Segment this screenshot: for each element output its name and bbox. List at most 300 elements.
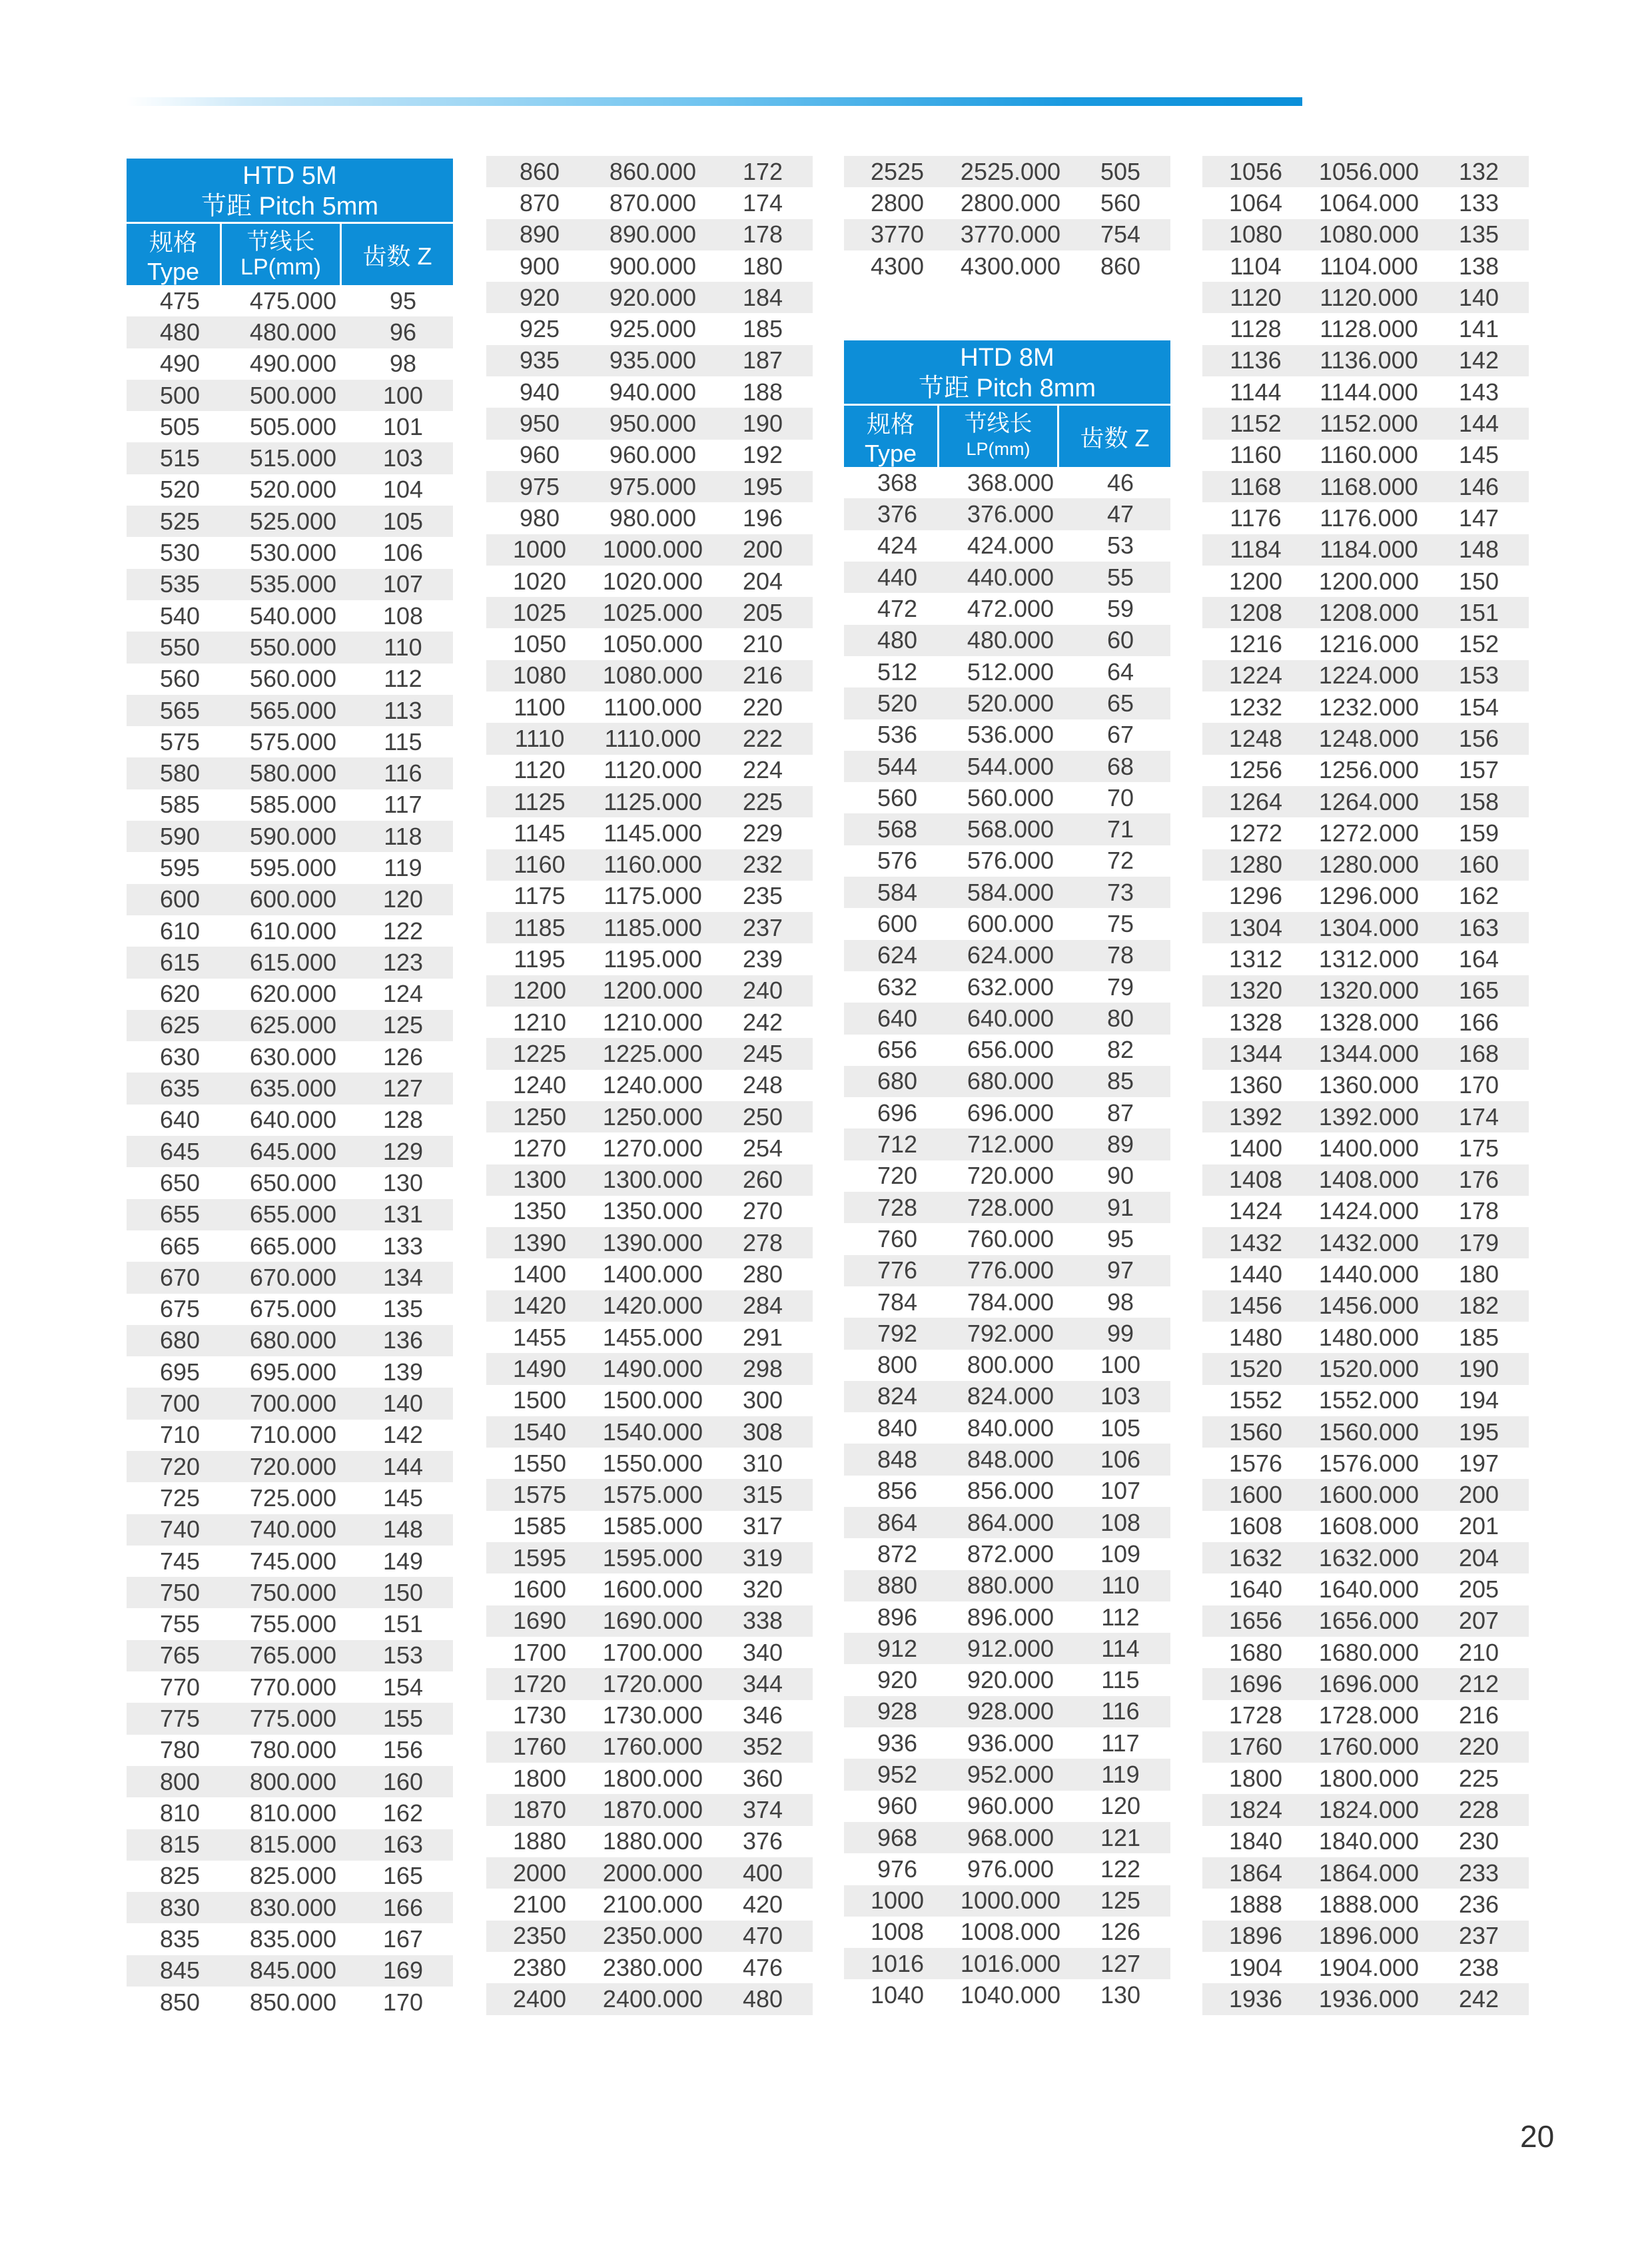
table-row <box>127 1514 453 1546</box>
table-row <box>844 1727 1170 1759</box>
cell-type: 1224 <box>1228 662 1283 689</box>
cell-teeth: 98 <box>1106 1288 1134 1316</box>
cell-type: 584 <box>877 878 918 906</box>
cell-pitch-length: 960.000 <box>967 1792 1054 1820</box>
cell-teeth: 70 <box>1106 783 1134 811</box>
cell-pitch-length: 1800.000 <box>602 1764 703 1792</box>
cell-type: 824 <box>877 1382 918 1410</box>
cell-pitch-length: 475.000 <box>249 286 337 314</box>
cell-teeth: 120 <box>382 885 424 913</box>
cell-teeth: 166 <box>382 1893 424 1921</box>
cell-teeth: 128 <box>382 1106 424 1134</box>
table-row <box>127 569 453 600</box>
table-row <box>1202 1353 1529 1384</box>
cell-teeth: 153 <box>382 1641 424 1669</box>
cell-type: 1640 <box>1228 1575 1283 1603</box>
cell-teeth: 143 <box>1458 378 1499 406</box>
table-row <box>486 440 813 471</box>
table-row <box>486 534 813 566</box>
cell-pitch-length: 1760.000 <box>1318 1733 1420 1761</box>
cell-pitch-length: 1312.000 <box>1318 945 1420 973</box>
cell-type: 480 <box>159 318 201 346</box>
table-row <box>844 845 1170 877</box>
cell-pitch-length: 936.000 <box>967 1729 1054 1757</box>
cell-type: 976 <box>877 1855 918 1883</box>
cell-pitch-length: 1576.000 <box>1318 1449 1420 1477</box>
cell-type: 712 <box>877 1130 918 1158</box>
cell-teeth: 310 <box>742 1449 783 1477</box>
cell-pitch-length: 1640.000 <box>1318 1575 1420 1603</box>
cell-type: 710 <box>159 1421 201 1449</box>
cell-teeth: 117 <box>1101 1729 1140 1757</box>
cell-pitch-length: 1120.000 <box>1320 283 1418 311</box>
cell-pitch-length: 1420.000 <box>602 1292 703 1320</box>
cell-teeth: 117 <box>384 791 422 819</box>
cell-pitch-length: 1216.000 <box>1318 630 1420 658</box>
table-row <box>127 380 453 411</box>
table-row <box>486 817 813 849</box>
cell-teeth: 480 <box>742 1985 783 2013</box>
table-row <box>844 1192 1170 1223</box>
cell-type: 780 <box>159 1736 201 1764</box>
cell-teeth: 125 <box>382 1011 424 1039</box>
cell-teeth: 98 <box>389 350 417 378</box>
cell-pitch-length: 1100.000 <box>604 693 702 721</box>
table-row <box>127 1356 453 1388</box>
cell-type: 1344 <box>1228 1039 1283 1067</box>
cell-type: 890 <box>519 221 560 248</box>
cell-teeth: 178 <box>742 221 783 248</box>
cell-type: 560 <box>877 783 918 811</box>
cell-pitch-length: 480.000 <box>967 626 1054 654</box>
cell-type: 3770 <box>870 221 925 248</box>
cell-type: 1145 <box>514 819 566 847</box>
cell-teeth: 71 <box>1106 815 1134 843</box>
table-row <box>486 282 813 313</box>
cell-type: 1100 <box>514 693 566 721</box>
cell-teeth: 229 <box>742 819 783 847</box>
table-row <box>486 1038 813 1069</box>
cell-pitch-length: 1408.000 <box>1318 1166 1420 1194</box>
cell-type: 1870 <box>512 1796 567 1824</box>
cell-teeth: 132 <box>1458 157 1499 185</box>
cell-teeth: 225 <box>742 787 783 815</box>
cell-teeth: 107 <box>1100 1477 1141 1505</box>
cell-teeth: 163 <box>1458 913 1499 941</box>
cell-type: 1480 <box>1228 1323 1283 1351</box>
cell-type: 1420 <box>512 1292 567 1320</box>
cell-teeth: 65 <box>1106 689 1134 717</box>
cell-teeth: 184 <box>742 283 783 311</box>
cell-pitch-length: 950.000 <box>609 410 697 438</box>
table-row <box>1202 817 1529 849</box>
cell-teeth: 168 <box>1458 1039 1499 1067</box>
cell-pitch-length: 1136.000 <box>1320 346 1418 374</box>
cell-type: 835 <box>159 1925 201 1953</box>
cell-teeth: 248 <box>742 1071 783 1099</box>
table-row <box>1202 849 1529 881</box>
cell-pitch-length: 845.000 <box>249 1957 337 1985</box>
cell-teeth: 115 <box>1101 1666 1140 1694</box>
table-row <box>486 1353 813 1384</box>
table-row <box>1202 1385 1529 1416</box>
cell-pitch-length: 720.000 <box>967 1162 1054 1190</box>
table-row <box>1202 1794 1529 1825</box>
cell-type: 1440 <box>1228 1260 1283 1288</box>
cell-teeth: 344 <box>742 1669 783 1697</box>
cell-teeth: 170 <box>1458 1071 1499 1099</box>
cell-teeth: 476 <box>742 1953 783 1981</box>
cell-type: 1392 <box>1228 1103 1283 1130</box>
cell-type: 1160 <box>1230 441 1282 469</box>
table-subtitle: 节距 Pitch 8mm <box>918 374 1096 403</box>
cell-type: 700 <box>159 1390 201 1418</box>
cell-pitch-length: 696.000 <box>967 1099 1054 1126</box>
cell-teeth: 53 <box>1106 532 1134 560</box>
cell-pitch-length: 595.000 <box>249 853 337 881</box>
cell-type: 1880 <box>512 1827 567 1855</box>
cell-type: 1160 <box>514 851 566 879</box>
cell-teeth: 148 <box>1458 536 1499 564</box>
page-number: 20 <box>1520 2119 1555 2154</box>
table-row <box>1202 471 1529 502</box>
table-row <box>127 1388 453 1419</box>
table-row <box>486 597 813 628</box>
cell-teeth: 133 <box>1458 189 1499 217</box>
table-row <box>1202 313 1529 344</box>
table-row <box>127 757 453 789</box>
table-row <box>486 1196 813 1227</box>
cell-pitch-length: 1128.000 <box>1320 315 1418 343</box>
cell-type: 1025 <box>512 598 567 626</box>
table-row <box>844 1853 1170 1885</box>
cell-teeth: 120 <box>1100 1792 1141 1820</box>
table-row <box>127 600 453 632</box>
cell-type: 1760 <box>1228 1733 1283 1761</box>
table-row <box>127 1640 453 1671</box>
cell-pitch-length: 530.000 <box>249 539 337 567</box>
cell-pitch-length: 835.000 <box>249 1925 337 1953</box>
table-row <box>1202 1070 1529 1101</box>
cell-type: 1800 <box>1228 1764 1283 1792</box>
cell-type: 1008 <box>870 1918 925 1946</box>
table-row <box>844 219 1170 250</box>
cell-teeth: 237 <box>742 913 783 941</box>
table-row <box>127 1671 453 1703</box>
cell-teeth: 220 <box>1458 1733 1499 1761</box>
cell-teeth: 100 <box>382 381 424 409</box>
cell-type: 1264 <box>1228 787 1283 815</box>
cell-type: 1120 <box>514 756 566 784</box>
table-row <box>844 1696 1170 1727</box>
cell-type: 1168 <box>1230 472 1282 500</box>
cell-type: 1175 <box>514 882 566 910</box>
cell-teeth: 200 <box>1458 1481 1499 1509</box>
cell-teeth: 237 <box>1458 1922 1499 1950</box>
cell-pitch-length: 610.000 <box>249 917 337 945</box>
table-header-htd8m <box>844 340 1170 467</box>
cell-pitch-length: 640.000 <box>967 1004 1054 1032</box>
cell-teeth: 185 <box>742 315 783 343</box>
table-row <box>486 1132 813 1164</box>
cell-type: 655 <box>159 1200 201 1228</box>
cell-pitch-length: 1064.000 <box>1318 189 1420 217</box>
cell-type: 960 <box>877 1792 918 1820</box>
cell-type: 830 <box>159 1893 201 1921</box>
cell-pitch-length: 1110.000 <box>604 724 701 752</box>
cell-teeth: 420 <box>742 1890 783 1918</box>
table-row <box>844 656 1170 687</box>
cell-type: 1064 <box>1228 189 1283 217</box>
table-row <box>844 1160 1170 1192</box>
cell-type: 1400 <box>512 1260 567 1288</box>
table-row <box>844 1601 1170 1633</box>
cell-type: 632 <box>877 973 918 1001</box>
table-row <box>1202 1921 1529 1952</box>
cell-type: 515 <box>159 444 201 472</box>
table-row <box>486 975 813 1007</box>
cell-type: 1700 <box>512 1638 567 1666</box>
cell-teeth: 126 <box>382 1043 424 1071</box>
cell-teeth: 254 <box>742 1134 783 1162</box>
table-row <box>844 562 1170 593</box>
cell-teeth: 147 <box>1458 504 1499 532</box>
cell-pitch-length: 1240.000 <box>602 1071 703 1099</box>
cell-type: 2800 <box>870 189 925 217</box>
col-header-teeth: 齿数 Z <box>1080 424 1150 452</box>
cell-type: 1840 <box>1228 1827 1283 1855</box>
table-row <box>486 755 813 786</box>
table-row <box>1202 881 1529 912</box>
cell-teeth: 134 <box>382 1263 424 1291</box>
table-row <box>844 156 1170 187</box>
cell-pitch-length: 700.000 <box>249 1390 337 1418</box>
cell-pitch-length: 856.000 <box>967 1477 1054 1505</box>
cell-type: 540 <box>159 602 201 630</box>
cell-pitch-length: 472.000 <box>967 595 1054 623</box>
table-row <box>1202 282 1529 313</box>
cell-pitch-length: 565.000 <box>249 696 337 724</box>
cell-pitch-length: 625.000 <box>249 1011 337 1039</box>
cell-pitch-length: 928.000 <box>967 1697 1054 1725</box>
cell-type: 920 <box>519 283 560 311</box>
cell-teeth: 60 <box>1106 626 1134 654</box>
cell-pitch-length: 728.000 <box>967 1193 1054 1221</box>
cell-type: 1195 <box>514 945 566 973</box>
cell-teeth: 141 <box>1458 315 1499 343</box>
cell-teeth: 122 <box>1100 1855 1141 1883</box>
cell-type: 680 <box>159 1326 201 1354</box>
cell-pitch-length: 770.000 <box>249 1673 337 1701</box>
table-row <box>486 1952 813 1983</box>
cell-pitch-length: 1904.000 <box>1318 1953 1420 1981</box>
cell-teeth: 250 <box>742 1103 783 1130</box>
cell-teeth: 236 <box>1458 1890 1499 1918</box>
cell-pitch-length: 1250.000 <box>602 1103 703 1130</box>
cell-teeth: 133 <box>382 1232 424 1260</box>
cell-teeth: 216 <box>742 662 783 689</box>
cell-pitch-length: 2800.000 <box>960 189 1061 217</box>
cell-pitch-length: 670.000 <box>249 1263 337 1291</box>
cell-teeth: 91 <box>1106 1193 1134 1221</box>
table-row <box>127 537 453 568</box>
table-row <box>486 881 813 912</box>
cell-teeth: 225 <box>1458 1764 1499 1792</box>
cell-type: 2380 <box>512 1953 567 1981</box>
cell-pitch-length: 1320.000 <box>1318 977 1420 1005</box>
table-row <box>127 1987 453 2018</box>
cell-teeth: 131 <box>382 1200 424 1228</box>
cell-type: 745 <box>159 1547 201 1575</box>
table-row <box>844 687 1170 719</box>
cell-pitch-length: 550.000 <box>249 633 337 661</box>
cell-teeth: 104 <box>382 476 424 504</box>
cell-pitch-length: 665.000 <box>249 1232 337 1260</box>
cell-teeth: 270 <box>742 1197 783 1225</box>
cell-teeth: 754 <box>1100 221 1141 248</box>
cell-type: 740 <box>159 1516 201 1544</box>
cell-pitch-length: 424.000 <box>967 532 1054 560</box>
cell-pitch-length: 680.000 <box>249 1326 337 1354</box>
cell-pitch-length: 1264.000 <box>1318 787 1420 815</box>
table-row <box>844 971 1170 1003</box>
cell-teeth: 85 <box>1106 1067 1134 1095</box>
cell-teeth: 142 <box>1458 346 1499 374</box>
cell-teeth: 114 <box>1101 1634 1140 1662</box>
cell-teeth: 228 <box>1458 1796 1499 1824</box>
cell-type: 960 <box>519 441 560 469</box>
cell-teeth: 205 <box>1458 1575 1499 1603</box>
cell-pitch-length: 1864.000 <box>1318 1859 1420 1887</box>
table-row <box>1202 1952 1529 1983</box>
cell-type: 872 <box>877 1540 918 1568</box>
cell-type: 940 <box>519 378 560 406</box>
table-row <box>1202 1511 1529 1542</box>
table-row <box>1202 187 1529 219</box>
cell-teeth: 280 <box>742 1260 783 1288</box>
cell-pitch-length: 1490.000 <box>602 1354 703 1382</box>
column-4 <box>1202 156 1529 2015</box>
table-row <box>486 1637 813 1668</box>
table-row <box>486 1731 813 1763</box>
cell-teeth: 242 <box>742 1008 783 1036</box>
cell-pitch-length: 1560.000 <box>1318 1418 1420 1446</box>
table-body <box>1202 156 1529 2015</box>
cell-teeth: 560 <box>1100 189 1141 217</box>
cell-teeth: 152 <box>1458 630 1499 658</box>
cell-teeth: 179 <box>1458 1228 1499 1256</box>
cell-type: 870 <box>519 189 560 217</box>
cell-pitch-length: 695.000 <box>249 1358 337 1386</box>
cell-teeth: 291 <box>742 1323 783 1351</box>
table-row <box>127 1861 453 1892</box>
cell-pitch-length: 1632.000 <box>1318 1544 1420 1571</box>
cell-teeth: 315 <box>742 1481 783 1509</box>
cell-type: 624 <box>877 941 918 969</box>
table-row <box>844 187 1170 219</box>
cell-pitch-length: 1160.000 <box>604 851 702 879</box>
cell-pitch-length: 850.000 <box>249 1988 337 2016</box>
table-row <box>844 1885 1170 1917</box>
table-row <box>844 1822 1170 1853</box>
cell-pitch-length: 1595.000 <box>602 1544 703 1571</box>
cell-teeth: 55 <box>1106 563 1134 591</box>
table-row <box>127 1073 453 1104</box>
cell-teeth: 105 <box>382 507 424 535</box>
table-row <box>1202 755 1529 786</box>
cell-type: 550 <box>159 633 201 661</box>
cell-pitch-length: 755.000 <box>249 1610 337 1638</box>
cell-type: 1208 <box>1228 598 1283 626</box>
cell-pitch-length: 825.000 <box>249 1862 337 1890</box>
table-row <box>1202 1258 1529 1290</box>
table-row <box>486 1290 813 1322</box>
table-row <box>844 593 1170 624</box>
cell-pitch-length: 1050.000 <box>602 630 703 658</box>
cell-teeth: 126 <box>1100 1918 1141 1946</box>
table-row <box>1202 1322 1529 1353</box>
cell-pitch-length: 1300.000 <box>602 1166 703 1194</box>
cell-teeth: 110 <box>1101 1571 1140 1599</box>
cell-pitch-length: 880.000 <box>967 1571 1054 1599</box>
table-row <box>486 313 813 344</box>
cell-pitch-length: 680.000 <box>967 1067 1054 1095</box>
cell-type: 1300 <box>512 1166 567 1194</box>
table-row <box>486 1448 813 1479</box>
cell-pitch-length: 800.000 <box>249 1767 337 1795</box>
table-row <box>1202 1479 1529 1510</box>
cell-pitch-length: 645.000 <box>249 1137 337 1165</box>
cell-pitch-length: 1020.000 <box>602 567 703 595</box>
table-row <box>486 1889 813 1920</box>
cell-teeth: 119 <box>1101 1761 1140 1788</box>
cell-pitch-length: 1424.000 <box>1318 1197 1420 1225</box>
cell-pitch-length: 1575.000 <box>602 1481 703 1509</box>
cell-pitch-length: 1880.000 <box>602 1827 703 1855</box>
cell-pitch-length: 1600.000 <box>1318 1481 1420 1509</box>
cell-type: 1888 <box>1228 1890 1283 1918</box>
cell-pitch-length: 775.000 <box>249 1705 337 1732</box>
table-row <box>1202 345 1529 376</box>
cell-pitch-length: 1208.000 <box>1318 598 1420 626</box>
cell-teeth: 162 <box>1458 882 1499 910</box>
cell-pitch-length: 1000.000 <box>602 536 703 564</box>
cell-type: 615 <box>159 948 201 976</box>
column-3 <box>844 156 1170 2011</box>
cell-teeth: 125 <box>1100 1887 1141 1915</box>
table-row <box>127 664 453 695</box>
table-row <box>127 1735 453 1766</box>
cell-teeth: 156 <box>382 1736 424 1764</box>
column-1 <box>127 159 453 2018</box>
cell-teeth: 174 <box>742 189 783 217</box>
table-row <box>844 625 1170 656</box>
table-row <box>486 1542 813 1573</box>
cell-type: 776 <box>877 1256 918 1284</box>
cell-teeth: 166 <box>1458 1008 1499 1036</box>
cell-teeth: 239 <box>742 945 783 973</box>
cell-teeth: 142 <box>382 1421 424 1449</box>
cell-type: 1136 <box>1230 346 1282 374</box>
cell-type: 536 <box>877 721 918 749</box>
table-row <box>844 1128 1170 1160</box>
cell-teeth: 112 <box>1101 1603 1140 1631</box>
cell-teeth: 87 <box>1106 1099 1134 1126</box>
cell-type: 1080 <box>512 662 567 689</box>
table-row <box>844 1035 1170 1066</box>
cell-pitch-length: 520.000 <box>249 476 337 504</box>
cell-type: 1800 <box>512 1764 567 1792</box>
